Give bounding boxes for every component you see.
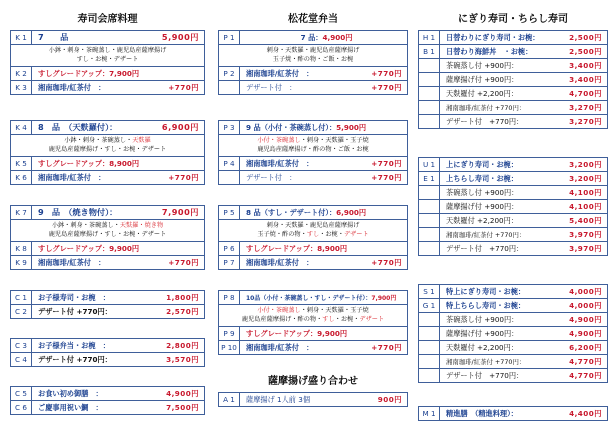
k4-group bbox=[10, 120, 205, 185]
option-name: 湘南珈琲/紅茶付 +770円： bbox=[446, 104, 526, 112]
name-k4: 8 品 （天麩羅付）： bbox=[38, 122, 118, 132]
s1-group bbox=[418, 284, 608, 383]
desc-p3: 小付・茶碗蒸し・刺身・天麩羅・玉子焼 鹿児島産薩摩揚げ・酢の物・ご飯・お椀 bbox=[219, 135, 407, 157]
code-empty bbox=[419, 242, 440, 255]
menu-row-p2[interactable] bbox=[219, 67, 407, 81]
code-empty bbox=[419, 355, 440, 368]
code-k4: K 4 bbox=[11, 121, 32, 134]
name-p9: すしグレードアップ：9,900円 bbox=[246, 328, 348, 338]
menu-row-p3[interactable] bbox=[219, 121, 407, 135]
name-k6: 湘南珈琲/紅茶付 ： bbox=[38, 172, 106, 182]
p1-group bbox=[218, 30, 408, 95]
option-row[interactable] bbox=[419, 369, 607, 382]
option-name: 湘南珈琲/紅茶付 +770円： bbox=[446, 231, 526, 239]
option-name: 天麩羅付 +2,200円： bbox=[446, 88, 519, 98]
price-e1: 3,200円 bbox=[569, 173, 602, 183]
option-price: 4,770円 bbox=[569, 370, 602, 380]
price-h1: 2,500円 bbox=[569, 32, 602, 42]
name-k2: すしグレードアップ：7,900円 bbox=[38, 68, 140, 78]
code-k1: K 1 bbox=[11, 31, 32, 44]
option-price: 4,100円 bbox=[569, 201, 602, 211]
name-s1: 特上にぎり寿司・お椀： bbox=[446, 286, 526, 296]
option-price: 4,900円 bbox=[569, 314, 602, 324]
name-k1: 7 品 bbox=[38, 32, 69, 42]
name-h1: 日替わりにぎり寿司・お椀： bbox=[446, 32, 540, 42]
option-name: 薩摩揚げ付 +900円： bbox=[446, 328, 519, 338]
option-name: 湘南珈琲/紅茶付 +770円： bbox=[446, 358, 526, 366]
menu-row-s1[interactable] bbox=[419, 285, 607, 299]
code-b1: B 1 bbox=[419, 45, 440, 58]
option-row[interactable] bbox=[419, 200, 607, 214]
price-b1: 2,500円 bbox=[569, 46, 602, 56]
code-g1: G 1 bbox=[419, 299, 440, 312]
desc-k4: 小鉢・刺身・茶碗蒸し・天麩羅 鹿児島産薩摩揚げ・すし・お椀・デザート bbox=[11, 135, 204, 157]
option-row[interactable] bbox=[419, 186, 607, 200]
option-name: デザート付 +770円： bbox=[446, 243, 524, 253]
menu-row-k8[interactable] bbox=[11, 242, 204, 256]
code-empty bbox=[419, 214, 440, 227]
name-p4-dessert: デザート付 ： bbox=[246, 172, 297, 182]
k7-group bbox=[10, 205, 205, 270]
desc-p1: 刺身・天麩羅・鹿児島産薩摩揚げ 玉子焼・酢の物・ご飯・お椀 bbox=[219, 45, 407, 67]
price-c5: 4,900円 bbox=[166, 388, 199, 398]
option-name: デザート付 +770円： bbox=[446, 370, 524, 380]
code-c1: C 1 bbox=[11, 291, 32, 304]
price-p2: +770円 bbox=[371, 68, 402, 78]
code-p1: P 1 bbox=[219, 31, 240, 44]
option-price: 3,270円 bbox=[569, 116, 602, 126]
c3-group bbox=[10, 338, 205, 367]
code-k2: K 2 bbox=[11, 67, 32, 80]
option-price: 3,400円 bbox=[569, 60, 602, 70]
p3-group bbox=[218, 120, 408, 185]
price-k6: +770円 bbox=[168, 172, 199, 182]
name-a1: 薩摩揚げ 1人前 3個 bbox=[246, 394, 311, 404]
code-empty bbox=[419, 200, 440, 213]
menu-row-e1[interactable] bbox=[419, 172, 607, 186]
code-empty bbox=[419, 369, 440, 382]
menu-row-c4[interactable] bbox=[11, 353, 204, 366]
price-s1: 4,000円 bbox=[569, 286, 602, 296]
price-c2: 2,570円 bbox=[166, 306, 199, 316]
satsuma-title: 薩摩揚げ盛り合わせ bbox=[268, 376, 358, 387]
sushi-title: にぎり寿司・ちらし寿司 bbox=[458, 14, 568, 25]
code-k9: K 9 bbox=[11, 256, 32, 269]
menu-row-k2[interactable] bbox=[11, 67, 204, 81]
code-empty bbox=[219, 81, 240, 94]
menu-row-p9[interactable] bbox=[219, 327, 407, 341]
option-row[interactable] bbox=[419, 313, 607, 327]
price-p7: +770円 bbox=[371, 257, 402, 267]
price-k7: 7,900円 bbox=[161, 207, 199, 217]
option-row[interactable] bbox=[419, 228, 607, 242]
name-c1: お子様寿司・お椀 ： bbox=[38, 292, 110, 302]
option-name: デザート付 +770円： bbox=[446, 116, 524, 126]
desc-p8: 小付・茶碗蒸し・刺身・天麩羅・玉子焼 鹿児島産薩摩揚げ・酢の物・すし・お椀・デザート bbox=[219, 305, 407, 327]
name-p2-dessert: デザート付 ： bbox=[246, 82, 297, 92]
menu-row-k4[interactable] bbox=[11, 121, 204, 135]
option-name: 茶碗蒸し付 +900円： bbox=[446, 314, 519, 324]
price-g1: 4,000円 bbox=[569, 300, 602, 310]
menu-row-c6[interactable] bbox=[11, 401, 204, 414]
option-price: 4,900円 bbox=[569, 328, 602, 338]
kaiseki-title: 寿司会席料理 bbox=[77, 14, 138, 25]
code-empty bbox=[419, 313, 440, 326]
option-name: 薩摩揚げ付 +900円： bbox=[446, 201, 519, 211]
code-p3: P 3 bbox=[219, 121, 240, 134]
menu-row-k9[interactable] bbox=[11, 256, 204, 269]
code-empty bbox=[419, 101, 440, 114]
code-empty bbox=[219, 171, 240, 184]
name-k5: すしグレードアップ：8,900円 bbox=[38, 158, 140, 168]
menu-row-u1[interactable] bbox=[419, 158, 607, 172]
code-k3: K 3 bbox=[11, 81, 32, 94]
code-empty bbox=[419, 186, 440, 199]
price-c1: 1,800円 bbox=[166, 292, 199, 302]
menu-row-k5[interactable] bbox=[11, 157, 204, 171]
code-empty bbox=[419, 115, 440, 128]
option-row[interactable] bbox=[419, 242, 607, 255]
menu-row-c5[interactable] bbox=[11, 387, 204, 401]
name-p8: 10品（小付・茶碗蒸し・すし・デザート付）：7,900円 bbox=[246, 295, 397, 302]
menu-row-k6[interactable] bbox=[11, 171, 204, 184]
menu-row-k3[interactable] bbox=[11, 81, 204, 94]
price-p4: +770円 bbox=[371, 158, 402, 168]
code-p5: P 5 bbox=[219, 206, 240, 219]
option-price: 3,400円 bbox=[569, 74, 602, 84]
price-k4: 6,900円 bbox=[161, 122, 199, 132]
code-h1: H 1 bbox=[419, 31, 440, 44]
name-m1: 精進膳 （精進料理）： bbox=[446, 408, 518, 418]
option-row[interactable] bbox=[419, 59, 607, 73]
menu-row-g1[interactable] bbox=[419, 299, 607, 313]
name-p4: 湘南珈琲/紅茶付 ： bbox=[246, 158, 314, 168]
code-p9: P 9 bbox=[219, 327, 240, 340]
code-p2: P 2 bbox=[219, 67, 240, 80]
name-c6: ご慶事用祝い鯛 ： bbox=[38, 402, 103, 412]
code-c5: C 5 bbox=[11, 387, 32, 400]
menu-row-p8[interactable] bbox=[219, 291, 407, 305]
code-c6: C 6 bbox=[11, 401, 32, 414]
code-e1: E 1 bbox=[419, 172, 440, 185]
desc-k7: 小鉢・刺身・茶碗蒸し・天麩羅・焼き物 鹿児島産薩摩揚げ・すし・お椀・デザート bbox=[11, 220, 204, 242]
name-k7: 9 品 （焼き物付）： bbox=[38, 207, 118, 217]
price-k9: +770円 bbox=[168, 257, 199, 267]
option-price: 5,400円 bbox=[569, 215, 602, 225]
option-price: 4,700円 bbox=[569, 88, 602, 98]
c1-group bbox=[10, 290, 205, 319]
menu-row-c3[interactable] bbox=[11, 339, 204, 353]
option-name: 薩摩揚げ付 +900円： bbox=[446, 74, 519, 84]
price-c6: 7,500円 bbox=[166, 402, 199, 412]
price-p10: +770円 bbox=[371, 342, 402, 352]
code-a1: A 1 bbox=[219, 393, 240, 406]
price-u1: 3,200円 bbox=[569, 159, 602, 169]
code-k7: K 7 bbox=[11, 206, 32, 219]
code-empty bbox=[419, 228, 440, 241]
price-p2-dessert: +770円 bbox=[371, 82, 402, 92]
code-k5: K 5 bbox=[11, 157, 32, 170]
menu-row-p6[interactable] bbox=[219, 242, 407, 256]
code-empty bbox=[419, 327, 440, 340]
p5-group bbox=[218, 205, 408, 270]
code-u1: U 1 bbox=[419, 158, 440, 171]
name-k8: すしグレードアップ：9,900円 bbox=[38, 243, 140, 253]
menu-row-p5[interactable] bbox=[219, 206, 407, 220]
k1-group bbox=[10, 30, 205, 95]
option-row[interactable] bbox=[419, 341, 607, 355]
option-name: 天麩羅付 +2,200円： bbox=[446, 215, 519, 225]
option-row[interactable] bbox=[419, 115, 607, 128]
code-p4: P 4 bbox=[219, 157, 240, 170]
p8-group bbox=[218, 290, 408, 355]
option-price: 3,970円 bbox=[569, 243, 602, 253]
code-c2: C 2 bbox=[11, 305, 32, 318]
name-p6: すしグレードアップ：8,900円 bbox=[246, 243, 348, 253]
option-name: 天麩羅付 +2,200円： bbox=[446, 342, 519, 352]
menu-row-b1[interactable] bbox=[419, 45, 607, 59]
a1-group bbox=[218, 392, 408, 407]
name-u1: 上にぎり寿司・お椀： bbox=[446, 159, 518, 169]
option-row[interactable] bbox=[419, 327, 607, 341]
menu-row-p4[interactable] bbox=[219, 157, 407, 171]
name-g1: 特上ちらし寿司・お椀： bbox=[446, 300, 526, 310]
code-p7: P 7 bbox=[219, 256, 240, 269]
option-name: 茶碗蒸し付 +900円： bbox=[446, 60, 519, 70]
name-k3: 湘南珈琲/紅茶付 ： bbox=[38, 82, 106, 92]
h1-group bbox=[418, 30, 608, 129]
name-p10: 湘南珈琲/紅茶付 ： bbox=[246, 342, 314, 352]
option-row[interactable] bbox=[419, 101, 607, 115]
price-a1: 900円 bbox=[377, 394, 402, 404]
menu-row-a1[interactable] bbox=[219, 393, 407, 406]
name-p3: 9 品（小付・茶碗蒸し付）：5,900円 bbox=[246, 122, 367, 132]
u1-group bbox=[418, 157, 608, 256]
code-empty bbox=[419, 59, 440, 72]
name-e1: 上ちらし寿司・お椀： bbox=[446, 173, 518, 183]
option-price: 3,970円 bbox=[569, 229, 602, 239]
option-row[interactable] bbox=[419, 214, 607, 228]
option-row[interactable] bbox=[419, 87, 607, 101]
option-row[interactable] bbox=[419, 73, 607, 87]
menu-row-p4-dessert[interactable] bbox=[219, 171, 407, 184]
menu-row-k1[interactable] bbox=[11, 31, 204, 45]
code-p8: P 8 bbox=[219, 291, 240, 304]
bento-title: 松花堂弁当 bbox=[288, 14, 338, 25]
desc-p5: 刺身・天麩羅・鹿児島産薩摩揚げ 玉子焼・酢の物・すし・お椀・デザート bbox=[219, 220, 407, 242]
name-c5: お食い初め御膳 ： bbox=[38, 388, 103, 398]
price-k3: +770円 bbox=[168, 82, 199, 92]
price-c4: 3,570円 bbox=[166, 354, 199, 364]
menu-row-c2[interactable] bbox=[11, 305, 204, 318]
code-s1: S 1 bbox=[419, 285, 440, 298]
name-k9: 湘南珈琲/紅茶付 ： bbox=[38, 257, 106, 267]
code-empty bbox=[419, 87, 440, 100]
option-price: 4,770円 bbox=[569, 356, 602, 366]
code-p6: P 6 bbox=[219, 242, 240, 255]
menu-row-p7[interactable] bbox=[219, 256, 407, 269]
option-price: 3,270円 bbox=[569, 102, 602, 112]
name-c3: お子様弁当・お椀 ： bbox=[38, 340, 110, 350]
name-b1: 日替わり海鮮丼 ・お椀： bbox=[446, 46, 533, 56]
code-k6: K 6 bbox=[11, 171, 32, 184]
m1-group bbox=[418, 406, 608, 421]
name-p5: 8 品（すし・デザート付）：6,900円 bbox=[246, 207, 367, 217]
menu-row-p2-dessert[interactable] bbox=[219, 81, 407, 94]
desc-k1: 小鉢・刺身・茶碗蒸し・鹿児島産薩摩揚げ すし・お椀・デザート bbox=[11, 45, 204, 67]
menu-row-h1[interactable] bbox=[419, 31, 607, 45]
option-price: 6,200円 bbox=[569, 342, 602, 352]
name-p1: 7 品：4,900円 bbox=[300, 32, 353, 42]
menu-row-m1[interactable] bbox=[419, 407, 607, 420]
price-p4-dessert: +770円 bbox=[371, 172, 402, 182]
menu-row-c1[interactable] bbox=[11, 291, 204, 305]
price-k1: 5,900円 bbox=[161, 32, 199, 42]
menu-row-k7[interactable] bbox=[11, 206, 204, 220]
name-c4: デザート付 +770円： bbox=[38, 354, 112, 364]
code-m1: M 1 bbox=[419, 407, 440, 420]
code-c4: C 4 bbox=[11, 353, 32, 366]
c5-group bbox=[10, 386, 205, 415]
name-p7: 湘南珈琲/紅茶付 ： bbox=[246, 257, 314, 267]
option-name: 茶碗蒸し付 +900円： bbox=[446, 187, 519, 197]
price-m1: 4,400円 bbox=[569, 408, 602, 418]
code-c3: C 3 bbox=[11, 339, 32, 352]
option-price: 4,100円 bbox=[569, 187, 602, 197]
menu-row-p1[interactable] bbox=[219, 31, 407, 45]
code-empty bbox=[419, 73, 440, 86]
menu-row-p10[interactable] bbox=[219, 341, 407, 354]
name-c2: デザート付 +770円： bbox=[38, 306, 112, 316]
code-empty bbox=[419, 341, 440, 354]
option-row[interactable] bbox=[419, 355, 607, 369]
code-p10: P 10 bbox=[219, 341, 240, 354]
name-p2: 湘南珈琲/紅茶付 ： bbox=[246, 68, 314, 78]
price-c3: 2,800円 bbox=[166, 340, 199, 350]
code-k8: K 8 bbox=[11, 242, 32, 255]
